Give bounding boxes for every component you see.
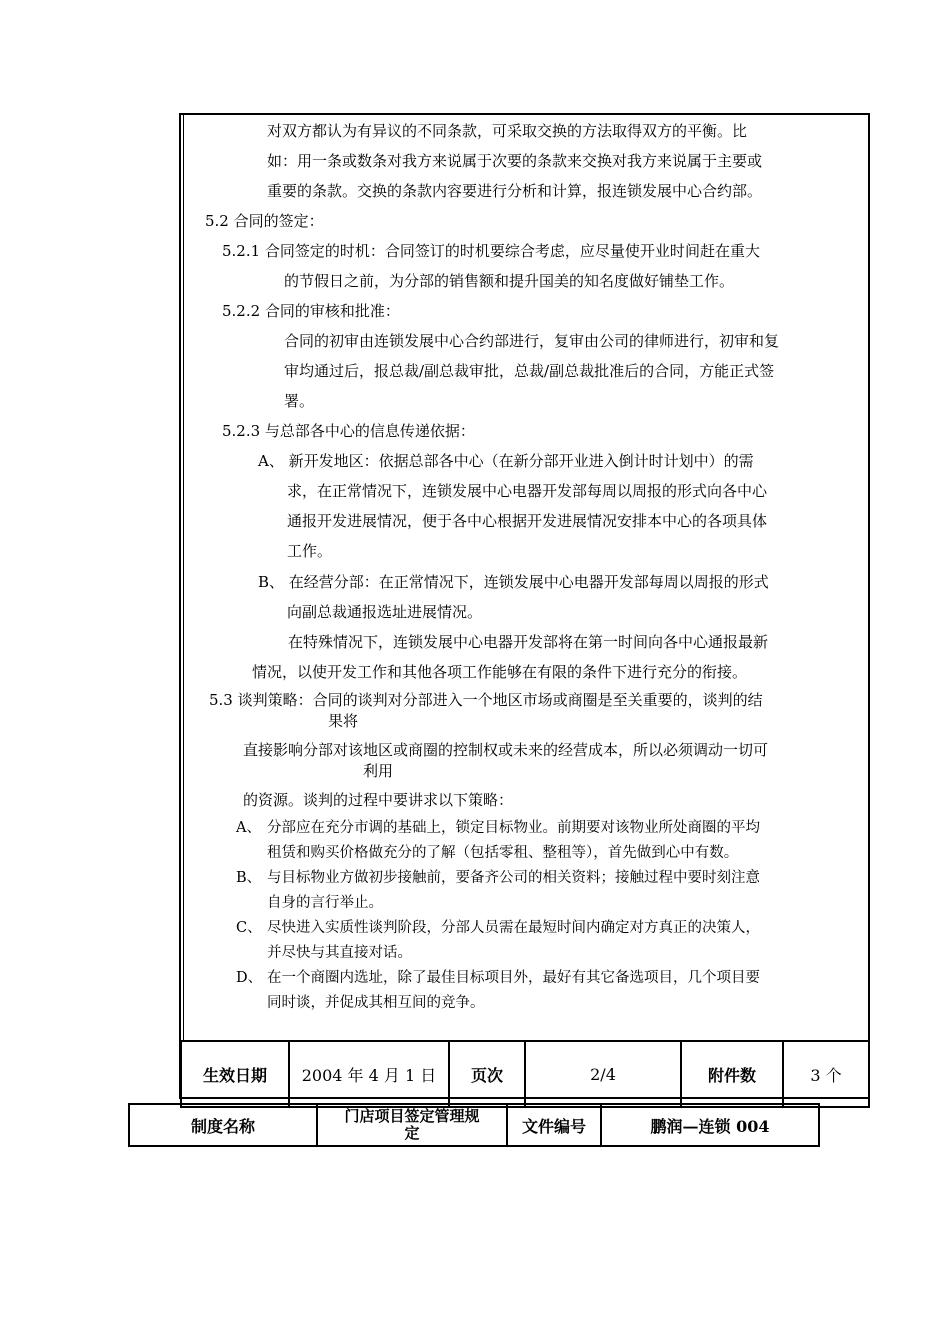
list-marker: D、 (236, 970, 263, 986)
effective-date-value: 2004 年 4 月 1 日 (289, 1041, 449, 1107)
text-line: 工作。 (287, 542, 333, 560)
text-line: 求，在正常情况下，连锁发展中心电器开发部每周以周报的形式向各中心 (287, 482, 768, 500)
text-line: 审均通过后，报总裁/副总裁审批，总裁/副总裁批准后的合同，方能正式签 (284, 362, 775, 380)
attachments-label: 附件数 (681, 1041, 783, 1107)
policy-name-label: 制度名称 (129, 1104, 317, 1146)
footer-info-table (180, 1040, 870, 1108)
effective-date-label: 生效日期 (181, 1041, 289, 1107)
attachments-value: 3 个 (783, 1041, 869, 1107)
text-line: 署。 (284, 392, 315, 410)
text-line: 情况，以使开发工作和其他各项工作能够在有限的条件下进行充分的衔接。 (252, 663, 748, 681)
text-line: 与目标物业方做初步接触前，要备齐公司的相关资料；接触过程中要时刻注意 (267, 870, 760, 886)
text-line: 5.2.1 合同签定的时机：合同签订的时机要综合考虑，应尽量使开业时间赶在重大 (222, 242, 760, 260)
list-marker: A、 (236, 820, 261, 836)
frame-inner-line (183, 113, 184, 1040)
text-line: 对双方都认为有异议的不同条款，可采取交换的方法取得双方的平衡。比 (267, 122, 748, 140)
text-line: 在一个商圈内选址，除了最佳目标项目外，最好有其它备选项目，几个项目要 (267, 970, 760, 986)
text-line: 尽快进入实质性谈判阶段，分部人员需在最短时间内确定对方真正的决策人， (267, 920, 760, 936)
section-5-2-2-body (284, 326, 779, 416)
text-line: 在特殊情况下，连锁发展中心电器开发部将在第一时间向各中心通报最新 (288, 633, 769, 651)
footer-policy-table (128, 1103, 820, 1147)
section-5-2-3-c (252, 627, 768, 687)
text-line: 如：用一条或数条对我方来说属于次要的条款来交换对我方来说属于主要或 (267, 152, 763, 170)
section-5-2-3-b (258, 567, 769, 627)
intro-paragraph (267, 116, 762, 206)
text-line: B、 在经营分部：在正常情况下，连锁发展中心电器开发部每周以周报的形式 (258, 573, 769, 591)
doc-no-value: 鹏润—连锁 004 (601, 1104, 819, 1146)
list-marker: B、 (236, 870, 262, 886)
text-line: 分部应在充分市调的基础上，锁定目标物业。前期要对该物业所处商圈的平均 (267, 820, 760, 836)
text-line: 并尽快与其直接对话。 (267, 945, 412, 961)
text-line: 直接影响分部对该地区或商圈的控制权或未来的经营成本，所以必须调动一切可 (243, 741, 769, 759)
text-line: 租赁和购买价格做充分的了解（包括零租、整租等），首先做到心中有数。 (267, 845, 739, 861)
text-line: A、 新开发地区：依据总部各中心（在新分部开业进入倒计时计划中）的需 (258, 452, 754, 470)
text-line: 重要的条款。交换的条款内容要进行分析和计算，报连锁发展中心合约部。 (267, 182, 763, 200)
text-line: 的节假日之前，为分部的销售额和提升国美的知名度做好铺垫工作。 (284, 272, 735, 290)
section-5-2-2-heading: 5.2.2 合同的审核和批准： (222, 302, 400, 320)
text-line: 利用 (363, 762, 394, 780)
page-label: 页次 (449, 1041, 525, 1107)
list-marker: C、 (236, 920, 262, 936)
text-line: 自身的言行举止。 (267, 895, 383, 911)
text-line: 果将 (328, 712, 359, 730)
section-5-2-3-heading: 5.2.3 与总部各中心的信息传递依据： (222, 422, 475, 440)
section-5-2-3-a (258, 446, 767, 566)
text-line: 的资源。谈判的过程中要讲求以下策略： (243, 791, 514, 809)
text-line: 合同的初审由连锁发展中心合约部进行，复审由公司的律师进行，初审和复 (284, 332, 780, 350)
section-5-2-heading: 5.2 合同的签定： (205, 212, 324, 230)
policy-name-line: 门店项目签定管理规 (344, 1107, 480, 1125)
policy-name-line: 定 (404, 1124, 420, 1142)
text-line: 同时谈，并促成其相互间的竞争。 (267, 995, 485, 1011)
text-line: 通报开发进展情况，便于各中心根据开发进展情况安排本中心的各项具体 (287, 512, 768, 530)
policy-name-value (317, 1104, 507, 1146)
doc-no-label: 文件编号 (507, 1104, 601, 1146)
text-line: 5.3 谈判策略：合同的谈判对分部进入一个地区市场或商圈是至关重要的，谈判的结 (209, 691, 763, 709)
text-line: 向副总裁通报选址进展情况。 (287, 603, 483, 621)
section-5-2-1 (222, 236, 760, 296)
page-value: 2/4 (525, 1041, 681, 1107)
